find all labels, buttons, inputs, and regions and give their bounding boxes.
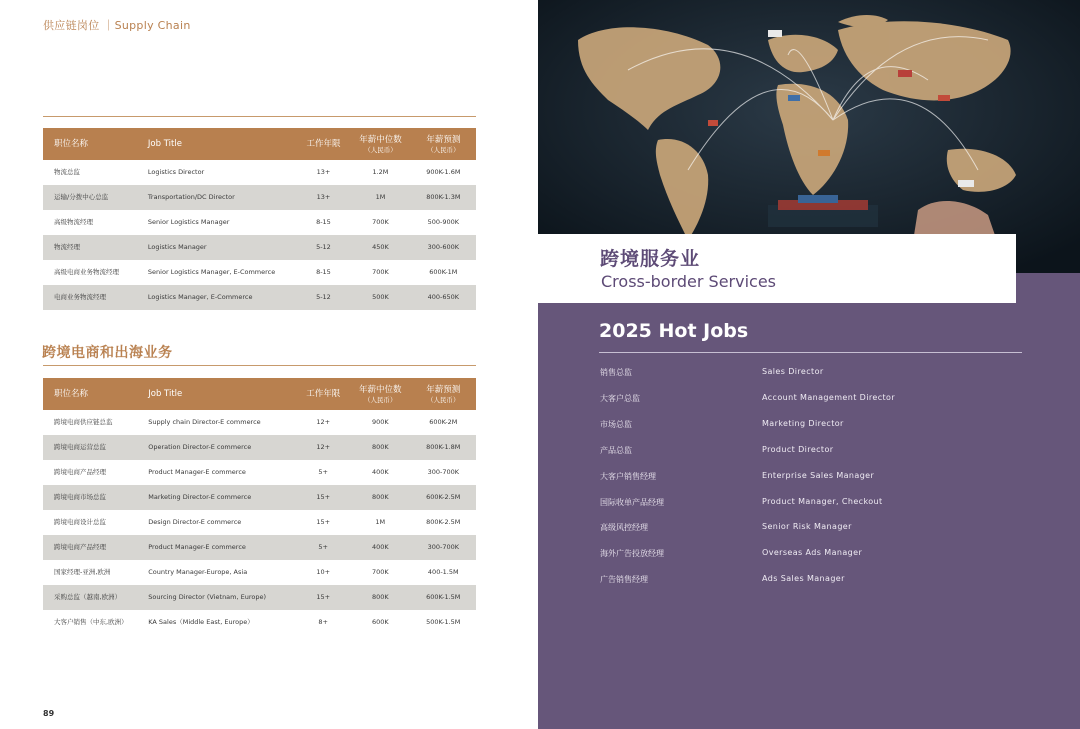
job-name-cn: 采购总监（越南,欧洲） — [43, 585, 148, 610]
section-title-cross-border: 跨境电商和出海业务 — [42, 345, 173, 361]
years-required: 8-15 — [316, 218, 331, 226]
hot-job-cn: 大客户总监 — [600, 393, 640, 403]
salary-forecast: 800K-1.3M — [411, 185, 476, 210]
hot-job-cn: 海外广告投放经理 — [600, 549, 664, 559]
forecast-label: 年薪预测 — [426, 134, 461, 145]
job-title-en: Product Manager-E commerce — [148, 468, 246, 476]
median-salary: 800K — [350, 585, 411, 610]
forecast-label: 年薪预测 — [426, 384, 461, 395]
job-name-cn: 跨境电商运营总监 — [43, 435, 148, 460]
forecast-unit: （人民币） — [427, 395, 460, 404]
hot-job-en: Product Manager, Checkout — [762, 496, 883, 506]
years-required: 5+ — [296, 535, 350, 560]
hot-job-cn: 销售总监 — [600, 368, 632, 377]
job-title-en: Senior Logistics Manager, E-Commerce — [147, 268, 276, 276]
years-required: 15+ — [296, 585, 350, 610]
job-title-en: Logistics Manager — [148, 235, 297, 260]
hot-job-en: Senior Risk Manager — [762, 522, 852, 532]
services-title-box — [538, 234, 1016, 303]
job-name-cn: 物流总监 — [54, 168, 80, 176]
table-header-row — [43, 378, 476, 410]
col-header-median — [350, 128, 410, 160]
salary-forecast: 600K-2M — [429, 418, 458, 426]
median-salary: 400K — [350, 535, 411, 560]
section-header: 供应链岗位 ｜Supply Chain — [43, 19, 191, 32]
supply-chain-table — [43, 128, 476, 310]
salary-forecast: 300-700K — [411, 535, 476, 560]
table-row — [43, 610, 476, 635]
median-salary: 1M — [375, 518, 386, 526]
median-salary: 700K — [372, 268, 389, 276]
col-header-median — [350, 378, 411, 410]
salary-forecast: 500-900K — [427, 218, 460, 226]
median-salary: 700K — [372, 218, 389, 226]
table-row — [43, 260, 476, 285]
salary-forecast: 400-1.5M — [427, 568, 459, 576]
hot-job-en: Overseas Ads Manager — [762, 548, 863, 558]
col-header-title-en: Job Title — [148, 378, 296, 410]
col-header-name-cn: 职位名称 — [43, 378, 148, 410]
salary-forecast: 600K-1M — [429, 268, 458, 276]
hot-job-en: Ads Sales Manager — [762, 574, 845, 584]
job-title-en: Logistics Manager, E-Commerce — [148, 285, 297, 310]
job-name-cn: 跨境电商市场总监 — [43, 485, 148, 510]
services-title-cn: 跨境服务业 — [600, 248, 701, 270]
job-name-cn: 电商业务物流经理 — [43, 285, 148, 310]
years-required: 12+ — [296, 435, 350, 460]
median-salary: 800K — [350, 485, 411, 510]
job-name-cn: 运输/分拨中心总监 — [43, 185, 148, 210]
job-title-en: Senior Logistics Manager — [147, 218, 230, 226]
col-header-forecast — [411, 378, 476, 410]
right-page — [538, 0, 1080, 729]
median-salary: 500K — [350, 285, 410, 310]
years-required: 10+ — [316, 568, 331, 576]
salary-forecast: 900K-1.6M — [426, 168, 461, 176]
salary-forecast: 300-600K — [411, 235, 476, 260]
salary-forecast: 500K-1.5M — [426, 618, 461, 626]
table-row — [43, 410, 476, 435]
hot-jobs-title: 2025 Hot Jobs — [599, 320, 749, 342]
years-required: 8+ — [318, 618, 329, 626]
job-name-cn: 物流经理 — [43, 235, 148, 260]
table-row — [43, 560, 476, 585]
job-name-cn: 跨境电商供应链总监 — [54, 418, 113, 426]
col-header-name-cn: 职位名称 — [43, 128, 148, 160]
hot-job-en: Sales Director — [762, 367, 824, 376]
job-name-cn: 跨境电商产品经理 — [43, 535, 148, 560]
table-row — [43, 435, 476, 460]
median-salary: 800K — [350, 435, 411, 460]
job-title-en: Marketing Director-E commerce — [148, 485, 296, 510]
hot-job-cn: 高级风控经理 — [600, 523, 648, 533]
hot-job-en: Enterprise Sales Manager — [762, 470, 875, 480]
job-name-cn: 跨境电商设计总监 — [54, 518, 106, 526]
salary-forecast: 400-650K — [411, 285, 476, 310]
page-number: 89 — [43, 709, 55, 718]
job-title-en: Country Manager-Europe, Asia — [148, 568, 248, 576]
table-row — [43, 210, 476, 235]
median-salary: 1.2M — [372, 168, 389, 176]
median-label: 年薪中位数 — [359, 134, 402, 145]
table-row — [43, 235, 476, 260]
table-row — [43, 185, 476, 210]
years-required: 5-12 — [297, 235, 351, 260]
median-salary: 450K — [350, 235, 410, 260]
hot-job-cn: 产品总监 — [600, 445, 632, 455]
job-title-en: Sourcing Director (Vietnam, Europe) — [148, 585, 296, 610]
years-required: 8-15 — [316, 268, 331, 276]
table-row — [43, 160, 476, 185]
hot-job-cn: 国际收单产品经理 — [600, 497, 664, 507]
job-name-cn: 国家经理-亚洲,欧洲 — [54, 568, 111, 576]
job-title-en: Transportation/DC Director — [148, 185, 297, 210]
hot-job-en: Marketing Director — [762, 418, 844, 428]
years-required: 15+ — [296, 485, 350, 510]
left-page — [0, 0, 538, 729]
salary-forecast: 800K-1.8M — [411, 435, 476, 460]
median-salary: 400K — [371, 468, 389, 476]
job-title-en: Supply chain Director-E commerce — [148, 418, 261, 426]
salary-forecast: 800K-2.5M — [426, 518, 461, 526]
services-title-en: Cross-border Services — [601, 272, 777, 291]
table-row — [43, 285, 476, 310]
years-required: 5+ — [318, 468, 329, 476]
col-header-years: 工作年限 — [296, 378, 350, 410]
divider — [43, 116, 476, 117]
col-header-title-en: Job Title — [148, 128, 297, 160]
salary-forecast: 600K-1.5M — [411, 585, 476, 610]
table-row — [43, 485, 476, 510]
median-unit: （人民币） — [364, 395, 397, 404]
years-required: 13+ — [316, 168, 331, 176]
hot-job-cn: 市场总监 — [600, 419, 632, 429]
table-row — [43, 510, 476, 535]
table-row — [43, 585, 476, 610]
salary-forecast: 300-700K — [427, 468, 459, 476]
job-title-en: Operation Director-E commerce — [148, 435, 296, 460]
table-row — [43, 460, 476, 485]
hot-job-cn: 大客户销售经理 — [600, 471, 656, 481]
median-label: 年薪中位数 — [359, 384, 402, 395]
col-header-forecast — [411, 128, 476, 160]
job-name-cn: 高级电商业务物流经理 — [54, 268, 119, 276]
job-name-cn: 大客户销售（中东,欧洲） — [54, 618, 128, 626]
table-row — [43, 535, 476, 560]
job-title-en: Product Manager-E commerce — [148, 535, 296, 560]
divider — [43, 365, 476, 366]
salary-forecast: 600K-2.5M — [411, 485, 476, 510]
job-title-en: Design Director-E commerce — [148, 518, 242, 526]
world-map-photo — [538, 0, 1080, 273]
table-header-row — [43, 128, 476, 160]
hot-jobs-divider — [599, 352, 1022, 353]
years-required: 12+ — [316, 418, 331, 426]
median-salary: 1M — [350, 185, 410, 210]
median-salary: 700K — [371, 568, 389, 576]
hot-job-cn: 广告销售经理 — [600, 575, 648, 585]
job-title-en: KA Sales（Middle East, Europe） — [148, 618, 254, 626]
years-required: 5-12 — [297, 285, 351, 310]
years-required: 15+ — [316, 518, 331, 526]
median-salary: 900K — [371, 418, 389, 426]
median-unit: （人民币） — [364, 145, 397, 154]
job-name-cn: 高级物流经理 — [54, 218, 93, 226]
job-title-en: Logistics Director — [147, 168, 205, 176]
median-salary: 600K — [371, 618, 389, 626]
world-map-illustration — [538, 0, 1080, 273]
hot-job-en: Product Director — [762, 444, 834, 454]
hot-job-en: Account Management Director — [762, 392, 896, 402]
job-name-cn: 跨境电商产品经理 — [54, 468, 106, 476]
cross-border-table — [43, 378, 476, 635]
years-required: 13+ — [297, 185, 351, 210]
forecast-unit: （人民币） — [427, 145, 460, 154]
col-header-years: 工作年限 — [297, 128, 351, 160]
